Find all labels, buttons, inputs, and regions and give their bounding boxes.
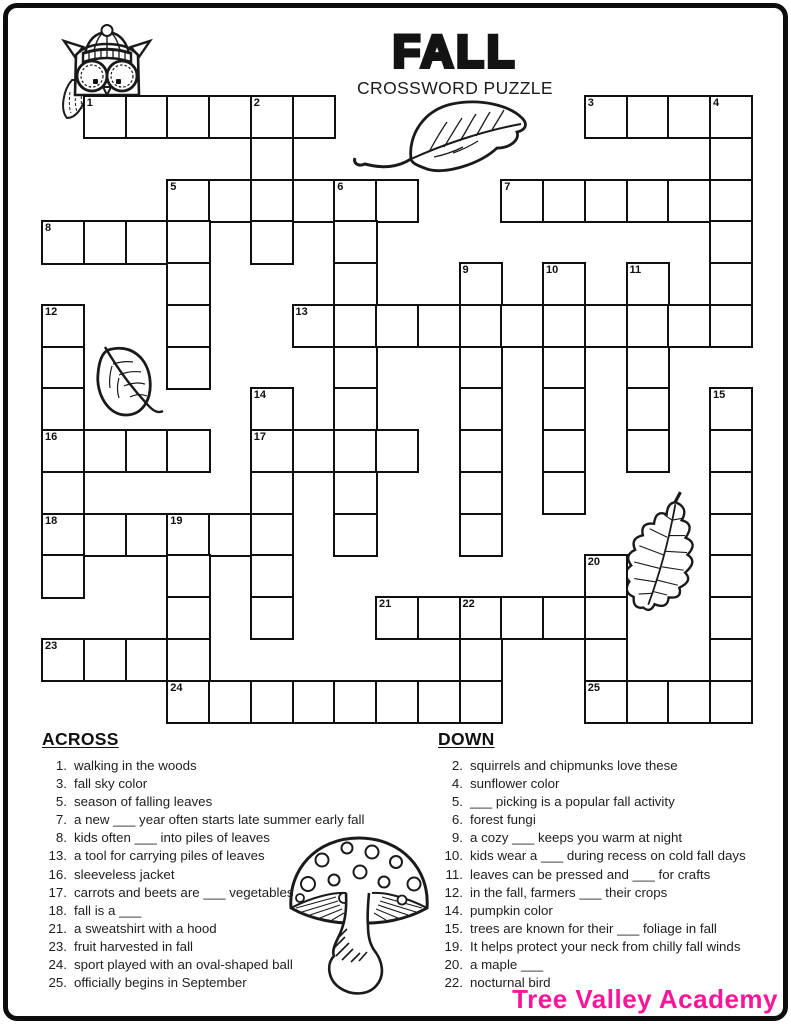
clue-text: carrots and beets are ___ vegetables xyxy=(74,884,294,900)
grid-cell[interactable] xyxy=(459,638,503,682)
grid-cell[interactable] xyxy=(166,429,210,473)
clue-item xyxy=(438,757,788,775)
cell-number: 19 xyxy=(170,514,183,527)
grid-cell[interactable] xyxy=(542,179,586,223)
clue-number: 17. xyxy=(48,884,67,900)
cell-number: 1 xyxy=(86,97,93,109)
grid-cell[interactable] xyxy=(250,387,294,431)
cell-number: 25 xyxy=(587,681,600,694)
grid-cell[interactable] xyxy=(584,596,628,640)
grid-cell[interactable] xyxy=(166,95,210,139)
grid-cell[interactable] xyxy=(709,554,753,598)
clue-item xyxy=(438,902,788,920)
clue-item xyxy=(42,793,434,811)
grid-cell[interactable] xyxy=(375,596,419,640)
clue-text: a new ___ year often starts late summer early fall xyxy=(74,812,365,828)
grid-cell[interactable] xyxy=(250,680,294,724)
grid-cell[interactable] xyxy=(709,262,753,306)
clue-item xyxy=(438,811,788,829)
grid-cell[interactable] xyxy=(709,513,753,557)
grid-cell[interactable] xyxy=(83,638,127,682)
cell-number: 3 xyxy=(587,97,594,109)
grid-cell[interactable] xyxy=(292,304,336,348)
clue-text: forest fungi xyxy=(470,812,536,828)
grid-cell[interactable] xyxy=(709,220,753,264)
clue-item xyxy=(42,866,434,884)
grid-cell[interactable] xyxy=(333,680,377,724)
grid-cell[interactable] xyxy=(459,513,503,557)
grid-cell[interactable] xyxy=(250,513,294,557)
grid-cell[interactable] xyxy=(333,387,377,431)
clue-number: 12. xyxy=(444,884,463,900)
grid-cell[interactable] xyxy=(626,680,670,724)
cell-number: 18 xyxy=(45,514,58,527)
grid-cell[interactable] xyxy=(626,262,670,306)
grid-cell[interactable] xyxy=(667,179,711,223)
grid-cell[interactable] xyxy=(333,471,377,515)
cell-number: 12 xyxy=(45,305,58,318)
clue-number: 11. xyxy=(445,866,463,882)
grid-cell[interactable] xyxy=(459,429,503,473)
grid-cell[interactable] xyxy=(166,346,210,390)
clue-number: 15. xyxy=(444,920,463,936)
clue-item xyxy=(438,829,788,847)
clue-number: 3. xyxy=(55,776,67,792)
grid-cell[interactable] xyxy=(292,680,336,724)
clue-item xyxy=(42,920,434,938)
grid-cell[interactable] xyxy=(292,95,336,139)
grid-cell[interactable] xyxy=(542,304,586,348)
grid-cell[interactable] xyxy=(667,95,711,139)
grid-cell[interactable] xyxy=(459,387,503,431)
grid-cell[interactable] xyxy=(626,429,670,473)
cell-number: 16 xyxy=(45,431,58,443)
across-list xyxy=(42,757,434,992)
clue-number: 10. xyxy=(444,848,463,864)
clue-item xyxy=(42,884,434,902)
clue-number: 25. xyxy=(48,975,67,991)
cell-number: 22 xyxy=(462,598,475,610)
grid-cell[interactable] xyxy=(41,304,85,348)
clue-item xyxy=(42,829,434,847)
grid-cell[interactable] xyxy=(584,179,628,223)
cell-number: 4 xyxy=(713,97,720,109)
clue-number: 4. xyxy=(451,776,463,792)
cell-number: 5 xyxy=(170,180,177,193)
grid-cell[interactable] xyxy=(709,680,753,724)
grid-cell[interactable] xyxy=(41,346,85,390)
clue-item xyxy=(438,847,788,865)
grid-cell[interactable] xyxy=(375,179,419,223)
grid-cell[interactable] xyxy=(375,680,419,724)
grid-cell[interactable] xyxy=(584,638,628,682)
grid-cell[interactable] xyxy=(709,471,753,515)
grid-cell[interactable] xyxy=(584,304,628,348)
clue-item xyxy=(438,956,788,974)
grid-cell[interactable] xyxy=(709,596,753,640)
grid-cell[interactable] xyxy=(709,95,753,139)
clue-number: 22. xyxy=(444,975,463,991)
clue-text: sport played with an oval-shaped ball xyxy=(74,957,293,973)
cell-number: 9 xyxy=(462,264,469,276)
cell-number: 10 xyxy=(546,264,559,276)
cell-number: 23 xyxy=(45,639,58,652)
grid-cell[interactable] xyxy=(584,554,628,598)
clue-text: trees are known for their ___ foliage in fall xyxy=(470,920,717,936)
clue-number: 24. xyxy=(48,957,67,973)
clue-item xyxy=(438,793,788,811)
clue-text: fruit harvested in fall xyxy=(74,938,193,954)
clue-text: sunflower color xyxy=(470,776,560,792)
clue-number: 6. xyxy=(451,812,463,828)
grid-cell[interactable] xyxy=(459,304,503,348)
page-subtitle: CROSSWORD PUZZLE xyxy=(357,78,553,98)
grid-cell[interactable] xyxy=(417,304,461,348)
grid-cell[interactable] xyxy=(250,471,294,515)
clue-text: sleeveless jacket xyxy=(74,866,175,882)
grid-cell[interactable] xyxy=(709,137,753,181)
cell-number: 8 xyxy=(45,222,52,235)
clue-text: a tool for carrying piles of leaves xyxy=(74,848,265,864)
clue-item xyxy=(438,775,788,793)
grid-cell[interactable] xyxy=(417,596,461,640)
grid-cell[interactable] xyxy=(166,554,210,598)
clue-text: season of falling leaves xyxy=(74,794,213,810)
grid-cell[interactable] xyxy=(208,680,252,724)
grid-cell[interactable] xyxy=(542,262,586,306)
grid-cell[interactable] xyxy=(208,513,252,557)
grid-cell[interactable] xyxy=(459,471,503,515)
clue-text: pumpkin color xyxy=(470,902,553,918)
clue-item xyxy=(42,902,434,920)
grid-cell[interactable] xyxy=(125,220,169,264)
clue-text: kids often ___ into piles of leaves xyxy=(74,830,270,846)
grid-cell[interactable] xyxy=(626,387,670,431)
grid-cell[interactable] xyxy=(166,304,210,348)
grid-cell[interactable] xyxy=(125,95,169,139)
grid-cell[interactable] xyxy=(417,680,461,724)
grid-cell[interactable] xyxy=(292,179,336,223)
cell-number: 6 xyxy=(337,180,344,193)
clue-item xyxy=(42,757,434,775)
grid-cell[interactable] xyxy=(626,95,670,139)
grid-cell[interactable] xyxy=(250,220,294,264)
grid-cell[interactable] xyxy=(542,387,586,431)
across-clues-section xyxy=(42,729,434,992)
grid-cell[interactable] xyxy=(166,513,210,557)
grid-cell[interactable] xyxy=(459,680,503,724)
cell-number: 14 xyxy=(253,389,266,402)
grid-cell[interactable] xyxy=(166,596,210,640)
grid-cell[interactable] xyxy=(208,95,252,139)
grid-cell[interactable] xyxy=(584,680,628,724)
clue-item xyxy=(42,847,434,865)
clue-text: squirrels and chipmunks love these xyxy=(470,758,678,773)
grid-cell[interactable] xyxy=(667,680,711,724)
cell-number: 13 xyxy=(295,305,308,318)
cell-number: 7 xyxy=(504,180,511,193)
cell-number: 17 xyxy=(253,431,266,443)
clue-number: 9. xyxy=(451,830,463,846)
grid-cell[interactable] xyxy=(166,262,210,306)
grid-cell[interactable] xyxy=(709,179,753,223)
clue-item xyxy=(42,956,434,974)
clue-number: 1. xyxy=(55,758,67,773)
grid-cell[interactable] xyxy=(500,596,544,640)
grid-cell[interactable] xyxy=(83,513,127,557)
cell-number: 20 xyxy=(587,556,600,569)
clue-number: 8. xyxy=(55,830,67,846)
clue-item xyxy=(42,974,434,992)
grid-cell[interactable] xyxy=(41,554,85,598)
grid-cell[interactable] xyxy=(459,346,503,390)
clue-text: ___ picking is a popular fall activity xyxy=(470,794,675,810)
grid-cell[interactable] xyxy=(41,220,85,264)
cell-number: 15 xyxy=(713,389,726,402)
grid-cell[interactable] xyxy=(584,95,628,139)
clue-item xyxy=(438,884,788,902)
grid-cell[interactable] xyxy=(166,179,210,223)
cell-number: 11 xyxy=(629,264,642,276)
grid-cell[interactable] xyxy=(83,429,127,473)
grid-cell[interactable] xyxy=(333,346,377,390)
grid-cell[interactable] xyxy=(41,513,85,557)
grid-cell[interactable] xyxy=(250,95,294,139)
down-list xyxy=(438,757,788,992)
grid-cell[interactable] xyxy=(125,513,169,557)
grid-cell[interactable] xyxy=(166,220,210,264)
clue-number: 16. xyxy=(48,866,67,882)
grid-cell[interactable] xyxy=(626,346,670,390)
clue-number: 18. xyxy=(48,902,67,918)
grid-cell[interactable] xyxy=(333,304,377,348)
clue-number: 5. xyxy=(55,794,67,810)
grid-cell[interactable] xyxy=(41,471,85,515)
grid-cell[interactable] xyxy=(333,220,377,264)
down-heading: DOWN xyxy=(438,729,495,749)
grid-cell[interactable] xyxy=(333,179,377,223)
clue-text: a cozy ___ keeps you warm at night xyxy=(470,830,683,846)
grid-cell[interactable] xyxy=(125,638,169,682)
grid-cell[interactable] xyxy=(292,429,336,473)
grid-cell[interactable] xyxy=(333,513,377,557)
clue-item xyxy=(42,811,434,829)
grid-cell[interactable] xyxy=(208,179,252,223)
grid-cell[interactable] xyxy=(83,95,127,139)
clue-number: 7. xyxy=(55,812,67,828)
clue-text: fall sky color xyxy=(74,776,148,792)
grid-cell[interactable] xyxy=(542,429,586,473)
clue-number: 21. xyxy=(48,920,67,936)
grid-cell[interactable] xyxy=(626,304,670,348)
clue-text: It helps protect your neck from chilly fall winds xyxy=(470,938,741,954)
clue-item xyxy=(42,938,434,956)
clue-text: nocturnal bird xyxy=(470,975,551,991)
clue-text: in the fall, farmers ___ their crops xyxy=(470,884,668,900)
grid-cell[interactable] xyxy=(333,262,377,306)
cell-number: 24 xyxy=(170,681,183,694)
clue-number: 2. xyxy=(451,758,463,773)
grid-cell[interactable] xyxy=(375,429,419,473)
across-heading: ACROSS xyxy=(42,729,119,749)
grid-cell[interactable] xyxy=(500,179,544,223)
grid-cell[interactable] xyxy=(41,429,85,473)
page-title: FALL xyxy=(392,26,518,77)
clue-item xyxy=(438,938,788,956)
clue-text: kids wear a ___ during recess on cold fall days xyxy=(470,848,746,864)
grid-cell[interactable] xyxy=(542,346,586,390)
clue-number: 13. xyxy=(48,848,67,864)
grid-cell[interactable] xyxy=(333,429,377,473)
clue-text: walking in the woods xyxy=(74,758,197,773)
grid-cell[interactable] xyxy=(41,387,85,431)
grid-cell[interactable] xyxy=(250,554,294,598)
grid-cell[interactable] xyxy=(459,262,503,306)
clue-number: 5. xyxy=(451,794,463,810)
grid-cell[interactable] xyxy=(83,220,127,264)
grid-cell[interactable] xyxy=(375,304,419,348)
grid-cell[interactable] xyxy=(709,638,753,682)
clue-text: fall is a ___ xyxy=(74,902,142,918)
grid-cell[interactable] xyxy=(250,429,294,473)
cell-number: 21 xyxy=(379,598,392,610)
clue-text: a maple ___ xyxy=(470,957,544,973)
grid-cell[interactable] xyxy=(41,638,85,682)
clue-text: a sweatshirt with a hood xyxy=(74,920,217,936)
grid-cell[interactable] xyxy=(542,596,586,640)
grid-cell[interactable] xyxy=(459,596,503,640)
clue-item xyxy=(42,775,434,793)
clue-item xyxy=(438,866,788,884)
grid-cell[interactable] xyxy=(250,137,294,181)
grid-cell[interactable] xyxy=(709,429,753,473)
clue-number: 20. xyxy=(444,957,463,973)
grid-cell[interactable] xyxy=(667,304,711,348)
grid-cell[interactable] xyxy=(125,429,169,473)
brand-footer: Tree Valley Academy xyxy=(512,984,778,1014)
clue-text: leaves can be pressed and ___ for crafts xyxy=(470,866,711,882)
grid-cell[interactable] xyxy=(542,471,586,515)
cell-number: 2 xyxy=(253,97,260,109)
grid-cell[interactable] xyxy=(250,596,294,640)
grid-cell[interactable] xyxy=(709,304,753,348)
clue-text: officially begins in September xyxy=(74,975,247,991)
grid-cell[interactable] xyxy=(166,638,210,682)
grid-cell[interactable] xyxy=(626,179,670,223)
grid-cell[interactable] xyxy=(709,387,753,431)
clue-item xyxy=(438,920,788,938)
grid-cell[interactable] xyxy=(500,304,544,348)
clue-number: 14. xyxy=(444,902,463,918)
grid-cell[interactable] xyxy=(166,680,210,724)
clue-number: 19. xyxy=(444,938,463,954)
clue-number: 23. xyxy=(48,938,67,954)
down-clues-section xyxy=(438,729,788,992)
grid-cell[interactable] xyxy=(250,179,294,223)
